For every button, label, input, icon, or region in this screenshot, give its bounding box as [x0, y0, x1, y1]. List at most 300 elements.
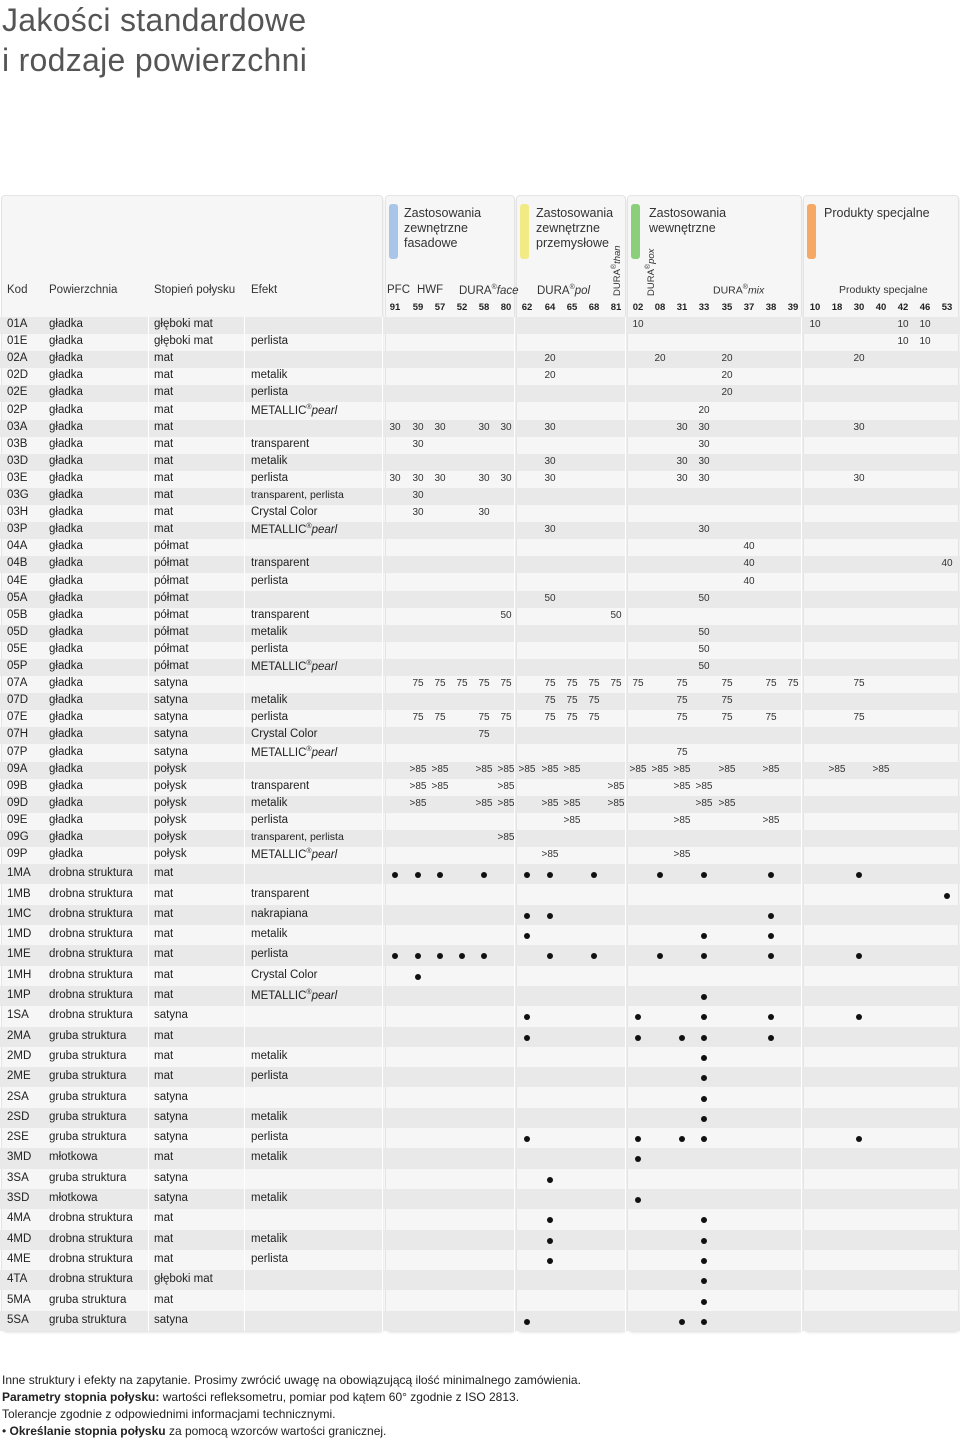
- header-duramix: DURA®mix: [713, 284, 765, 297]
- gloss-value: 50: [698, 661, 710, 672]
- row-code: 05E: [7, 642, 28, 655]
- row-code: 2MD: [7, 1049, 32, 1062]
- row-code: 2SE: [7, 1131, 29, 1144]
- row-code: 09E: [7, 813, 28, 826]
- gloss-value: 30: [544, 421, 556, 433]
- row-code: 04B: [7, 557, 28, 570]
- group-title-line: wewnętrzne: [649, 221, 716, 235]
- group-color-bar-wewn: [631, 204, 640, 259]
- table-row: [0, 1148, 960, 1168]
- note-line-1: Inne struktury i efekty na zapytanie. Prosimy zwrócić uwagę na obowiązującą ilość minimalnego zamówienia.: [2, 1373, 581, 1387]
- gloss-value: 30: [544, 455, 556, 467]
- row-gloss: mat: [154, 948, 174, 961]
- row-gloss: głęboki mat: [154, 335, 213, 348]
- notes: [2, 1372, 581, 1440]
- row-surface: gładka: [49, 660, 83, 672]
- availability-dot: [856, 1136, 862, 1142]
- row-gloss: mat: [154, 907, 174, 920]
- gloss-value: 20: [544, 370, 556, 382]
- row-effect: perlista: [251, 1131, 289, 1144]
- table-row: [0, 1128, 960, 1148]
- row-code: 07D: [7, 694, 29, 707]
- row-gloss: półmat: [154, 625, 189, 638]
- row-effect: metalik: [251, 928, 288, 941]
- table-row: [0, 1027, 960, 1047]
- column-number: 30: [853, 302, 865, 313]
- availability-dot: [635, 1197, 641, 1203]
- group-title-line: Zastosowania: [649, 206, 727, 220]
- header-duraface: DURA®face: [459, 284, 519, 297]
- gloss-value: 30: [478, 472, 490, 484]
- table-row: [0, 488, 960, 505]
- column-number: 42: [897, 302, 909, 313]
- availability-dot: [768, 913, 774, 919]
- row-effect: perlista: [251, 471, 289, 484]
- table-row: [0, 368, 960, 385]
- availability-dot: [524, 1136, 530, 1142]
- availability-dot: [635, 1014, 641, 1020]
- table-row: [0, 986, 960, 1006]
- gloss-value: >85: [563, 797, 581, 809]
- row-surface: gładka: [49, 728, 83, 741]
- column-number: 39: [787, 302, 799, 313]
- note-line-2-rest: wartości refleksometru, pomiar pod kątem 60° zgodnie z ISO 2813.: [159, 1390, 520, 1404]
- gloss-value: 75: [566, 712, 578, 724]
- gloss-value: 20: [853, 353, 865, 365]
- row-surface: gładka: [49, 454, 83, 467]
- reg-mark: ®: [491, 284, 497, 291]
- availability-dot: [415, 953, 421, 959]
- gloss-value: 75: [478, 712, 490, 724]
- gloss-value: 75: [456, 678, 468, 690]
- row-code: 09A: [7, 762, 28, 775]
- row-surface: gładka: [49, 796, 83, 809]
- row-surface: gładka: [49, 403, 83, 416]
- row-code: 3SA: [7, 1171, 29, 1184]
- availability-dot: [701, 1136, 707, 1142]
- table-row: [0, 403, 960, 420]
- row-effect: nakrapiana: [251, 907, 308, 920]
- column-number: 40: [875, 302, 887, 313]
- gloss-value: 75: [721, 712, 733, 724]
- availability-dot: [768, 1035, 774, 1041]
- column-number: 59: [412, 302, 424, 313]
- gloss-value: 30: [698, 421, 710, 433]
- gloss-value: 75: [500, 678, 512, 690]
- table-row: [0, 1291, 960, 1311]
- availability-dot: [591, 953, 597, 959]
- availability-dot: [524, 933, 530, 939]
- table-row: [0, 625, 960, 642]
- row-code: 4ME: [7, 1252, 31, 1265]
- gloss-value: 75: [412, 712, 424, 724]
- row-code: 09G: [7, 831, 29, 843]
- row-surface: gładka: [49, 369, 83, 382]
- row-surface: gładka: [49, 386, 83, 399]
- reg-mark: ®: [645, 263, 652, 270]
- row-effect-italic: pearl: [311, 848, 338, 861]
- row-surface: drobna struktura: [49, 867, 133, 880]
- row-gloss: półmat: [154, 660, 189, 672]
- column-separator: [382, 317, 383, 1331]
- row-surface: drobna struktura: [49, 887, 133, 900]
- table-row: [0, 813, 960, 830]
- availability-dot: [701, 994, 707, 1000]
- availability-dot: [768, 953, 774, 959]
- header-powierzchnia: Powierzchnia: [49, 284, 118, 296]
- row-surface: gładka: [49, 591, 83, 604]
- availability-dot: [547, 1238, 553, 1244]
- gloss-value: 75: [588, 678, 600, 690]
- availability-dot: [635, 1156, 641, 1162]
- row-surface: drobna struktura: [49, 1273, 133, 1286]
- gloss-value: >85: [607, 780, 625, 792]
- gloss-value: 20: [721, 370, 733, 382]
- row-effect: METALLIC®pearl: [251, 989, 338, 1002]
- row-surface: drobna struktura: [49, 1009, 133, 1022]
- row-gloss: połysk: [154, 813, 187, 826]
- row-surface: gładka: [49, 352, 83, 365]
- row-code: 2SA: [7, 1090, 29, 1103]
- gloss-value: >85: [718, 797, 736, 809]
- gloss-value: 75: [676, 678, 688, 690]
- availability-dot: [856, 1014, 862, 1020]
- gloss-value: 10: [897, 336, 909, 348]
- note-line-4-bold: Określanie stopnia połysku: [9, 1424, 166, 1438]
- row-gloss: mat: [154, 1070, 174, 1083]
- group-title-fasad: [404, 206, 481, 251]
- group-title-line: Produkty specjalne: [824, 206, 930, 220]
- table-row: [0, 642, 960, 659]
- row-effect: perlista: [251, 813, 289, 826]
- gloss-value: 30: [544, 472, 556, 484]
- row-effect: METALLIC®pearl: [251, 660, 338, 673]
- row-effect: METALLIC®pearl: [251, 848, 338, 861]
- row-surface: gładka: [49, 831, 83, 843]
- gloss-value: 75: [676, 746, 688, 758]
- row-surface: gładka: [49, 642, 83, 655]
- table-row: [0, 945, 960, 965]
- table-row: [0, 905, 960, 925]
- column-number: 35: [721, 302, 733, 313]
- group-title-spec: [824, 206, 930, 221]
- row-gloss: satyna: [154, 745, 188, 758]
- gloss-value: >85: [518, 763, 536, 775]
- row-gloss: mat: [154, 1151, 174, 1164]
- column-number: 68: [588, 302, 600, 313]
- gloss-value: 30: [500, 472, 512, 484]
- note-line-3: Tolerancje zgodnie z odpowiednimi informacjami technicznymi.: [2, 1407, 336, 1421]
- gloss-value: 50: [698, 592, 710, 604]
- row-effect: perlista: [251, 948, 289, 961]
- durapox-label: DURA®pox: [645, 248, 658, 296]
- group-title-line: przemysłowe: [536, 236, 609, 250]
- row-gloss: półmat: [154, 540, 189, 553]
- row-code: 2MA: [7, 1029, 31, 1042]
- title-line-1: Jakości standardowe: [2, 2, 307, 38]
- row-effect: transparent: [251, 887, 310, 900]
- column-numbers-row: [0, 300, 960, 317]
- gloss-value: 30: [698, 472, 710, 484]
- row-code: 09P: [7, 848, 28, 861]
- availability-dot: [679, 1136, 685, 1142]
- row-surface: gładka: [49, 779, 83, 792]
- availability-dot: [547, 1177, 553, 1183]
- row-surface: gruba struktura: [49, 1110, 127, 1123]
- gloss-value: 30: [389, 421, 401, 433]
- availability-dot: [701, 872, 707, 878]
- row-effect: metalik: [251, 1110, 288, 1123]
- row-gloss: satyna: [154, 1131, 188, 1144]
- table-row: [0, 454, 960, 471]
- row-gloss: mat: [154, 1029, 174, 1042]
- row-effect-italic: pearl: [311, 404, 338, 417]
- gloss-value: 30: [676, 455, 688, 467]
- gloss-value: 50: [610, 609, 622, 621]
- durapox-suffix: pox: [646, 248, 658, 264]
- gloss-value: 75: [434, 712, 446, 724]
- table-row: [0, 727, 960, 744]
- gloss-value: >85: [497, 832, 515, 843]
- row-gloss: mat: [154, 887, 174, 900]
- table-row: [0, 437, 960, 454]
- availability-dot: [437, 872, 443, 878]
- row-gloss: półmat: [154, 557, 189, 570]
- gloss-value: >85: [673, 780, 691, 792]
- row-code: 3MD: [7, 1151, 32, 1164]
- reg-mark: ®: [306, 660, 312, 667]
- availability-dot: [547, 1258, 553, 1264]
- column-number: 02: [632, 302, 644, 313]
- table-row: [0, 420, 960, 437]
- availability-dot: [701, 1014, 707, 1020]
- row-code: 02E: [7, 386, 28, 399]
- gloss-value: >85: [762, 814, 780, 826]
- row-gloss: mat: [154, 928, 174, 941]
- gloss-value: 10: [632, 319, 644, 330]
- group-title-line: Zastosowania: [536, 206, 614, 220]
- availability-dot: [701, 953, 707, 959]
- note-line-2: [2, 1389, 581, 1406]
- row-gloss: półmat: [154, 591, 189, 604]
- table-row: [0, 574, 960, 591]
- row-code: 03E: [7, 471, 28, 484]
- row-effect: perlista: [251, 711, 289, 724]
- group-color-bar-fasad: [389, 204, 398, 259]
- row-surface: gładka: [49, 437, 83, 450]
- gloss-value: 30: [412, 472, 424, 484]
- row-effect: perlista: [251, 642, 289, 655]
- note-line-2-bold: Parametry stopnia połysku:: [2, 1390, 160, 1404]
- row-surface: gładka: [49, 762, 83, 775]
- gloss-value: 40: [941, 558, 953, 570]
- gloss-value: 75: [765, 712, 777, 724]
- gloss-value: 30: [544, 524, 556, 536]
- table-row: [0, 864, 960, 884]
- row-surface: młotkowa: [49, 1192, 98, 1204]
- column-number: 64: [544, 302, 556, 313]
- gloss-value: 75: [544, 712, 556, 724]
- row-gloss: mat: [154, 1232, 174, 1245]
- row-code: 03G: [7, 489, 29, 501]
- column-number: 65: [566, 302, 578, 313]
- gloss-value: 40: [743, 558, 755, 570]
- gloss-value: 75: [544, 678, 556, 690]
- availability-dot: [392, 953, 398, 959]
- gloss-value: 75: [588, 695, 600, 707]
- row-surface: młotkowa: [49, 1151, 98, 1164]
- row-surface: gładka: [49, 335, 83, 348]
- availability-dot: [591, 872, 597, 878]
- row-code: 1ME: [7, 948, 31, 961]
- row-code: 4MA: [7, 1212, 31, 1225]
- row-surface: gładka: [49, 813, 83, 826]
- availability-dot: [701, 1299, 707, 1305]
- row-code: 1MB: [7, 887, 31, 900]
- row-surface: drobna struktura: [49, 989, 133, 1001]
- row-surface: gładka: [49, 318, 83, 330]
- row-effect: Crystal Color: [251, 506, 318, 519]
- row-gloss: mat: [154, 523, 174, 536]
- gloss-value: 30: [500, 421, 512, 433]
- gloss-value: 50: [544, 592, 556, 604]
- gloss-value: >85: [475, 797, 493, 809]
- gloss-value: >85: [409, 797, 427, 809]
- row-surface: gruba struktura: [49, 1171, 127, 1184]
- gloss-value: >85: [409, 763, 427, 775]
- gloss-value: 30: [478, 421, 490, 433]
- availability-dot: [856, 872, 862, 878]
- gloss-value: 50: [698, 626, 710, 638]
- row-gloss: mat: [154, 506, 174, 519]
- column-number: 38: [765, 302, 777, 313]
- row-effect: perlista: [251, 1252, 289, 1265]
- row-effect: Crystal Color: [251, 728, 318, 741]
- table-row: [0, 885, 960, 905]
- row-effect-italic: pearl: [311, 660, 338, 673]
- header-duraface-suffix: face: [496, 284, 519, 297]
- row-code: 03P: [7, 523, 28, 536]
- group-title-line: zewnętrzne: [536, 221, 600, 235]
- gloss-value: 30: [698, 524, 710, 536]
- row-gloss: satyna: [154, 1313, 188, 1326]
- gloss-value: 30: [676, 472, 688, 484]
- row-effect: metalik: [251, 454, 288, 467]
- table-row: [0, 659, 960, 676]
- row-code: 03B: [7, 437, 28, 450]
- row-code: 5SA: [7, 1313, 29, 1326]
- row-surface: gładka: [49, 694, 83, 707]
- table-row: [0, 925, 960, 945]
- table-row: [0, 539, 960, 556]
- row-surface: drobna struktura: [49, 968, 133, 981]
- row-gloss: mat: [154, 454, 174, 467]
- row-gloss: mat: [154, 437, 174, 450]
- gloss-value: >85: [497, 797, 515, 809]
- gloss-value: >85: [718, 763, 736, 775]
- column-number: 46: [919, 302, 931, 313]
- gloss-value: 30: [434, 472, 446, 484]
- availability-dot: [657, 872, 663, 878]
- row-surface: gładka: [49, 574, 83, 587]
- gloss-value: 20: [721, 387, 733, 399]
- availability-dot: [701, 1217, 707, 1223]
- row-code: 05D: [7, 625, 29, 638]
- gloss-value: >85: [475, 763, 493, 775]
- column-number: 53: [941, 302, 953, 313]
- row-code: 4MD: [7, 1232, 32, 1245]
- gloss-value: >85: [828, 763, 846, 775]
- availability-dot: [856, 953, 862, 959]
- row-code: 1MH: [7, 968, 32, 981]
- row-code: 02D: [7, 369, 29, 382]
- availability-dot: [701, 1035, 707, 1041]
- row-effect: transparent: [251, 779, 310, 792]
- reg-mark: ®: [306, 989, 312, 996]
- row-effect: metalik: [251, 694, 288, 707]
- table-row: [0, 762, 960, 779]
- gloss-value: >85: [563, 763, 581, 775]
- table-row: [0, 796, 960, 813]
- row-gloss: mat: [154, 989, 174, 1001]
- row-surface: gładka: [49, 540, 83, 553]
- row-effect: metalik: [251, 1192, 288, 1204]
- availability-dot: [524, 1035, 530, 1041]
- row-code: 4TA: [7, 1273, 28, 1286]
- gloss-value: 75: [632, 678, 644, 690]
- column-number: 57: [434, 302, 446, 313]
- row-surface: gładka: [49, 848, 83, 861]
- table-row: [0, 334, 960, 351]
- group-title-line: Zastosowania: [404, 206, 482, 220]
- row-gloss: satyna: [154, 1090, 188, 1103]
- row-gloss: mat: [154, 403, 174, 416]
- gloss-value: 30: [853, 421, 865, 433]
- availability-dot: [415, 974, 421, 980]
- row-gloss: satyna: [154, 1192, 188, 1204]
- row-surface: drobna struktura: [49, 928, 133, 941]
- row-code: 1MP: [7, 989, 31, 1001]
- table-row: [0, 385, 960, 402]
- row-effect: transparent, perlista: [251, 489, 344, 501]
- availability-dot: [701, 1055, 707, 1061]
- row-surface: gruba struktura: [49, 1313, 127, 1326]
- row-surface: gruba struktura: [49, 1049, 127, 1062]
- availability-dot: [768, 933, 774, 939]
- row-effect: perlista: [251, 335, 289, 348]
- column-number: 80: [500, 302, 512, 313]
- table-row: [0, 676, 960, 693]
- availability-dot: [944, 893, 950, 899]
- note-line-4: [2, 1423, 581, 1440]
- row-gloss: połysk: [154, 796, 187, 809]
- gloss-value: >85: [695, 780, 713, 792]
- row-gloss: mat: [154, 386, 174, 399]
- gloss-value: 30: [853, 472, 865, 484]
- column-separator: [514, 317, 515, 1331]
- row-gloss: mat: [154, 968, 174, 981]
- column-number: 52: [456, 302, 468, 313]
- gloss-value: 20: [721, 353, 733, 365]
- row-code: 2SD: [7, 1110, 30, 1123]
- row-code: 05B: [7, 608, 28, 621]
- row-surface: gładka: [49, 523, 83, 536]
- row-gloss: mat: [154, 1252, 174, 1265]
- row-surface: gruba struktura: [49, 1293, 127, 1306]
- row-surface: gruba struktura: [49, 1131, 127, 1144]
- header-efekt: Efekt: [251, 284, 278, 296]
- row-effect: perlista: [251, 1070, 289, 1083]
